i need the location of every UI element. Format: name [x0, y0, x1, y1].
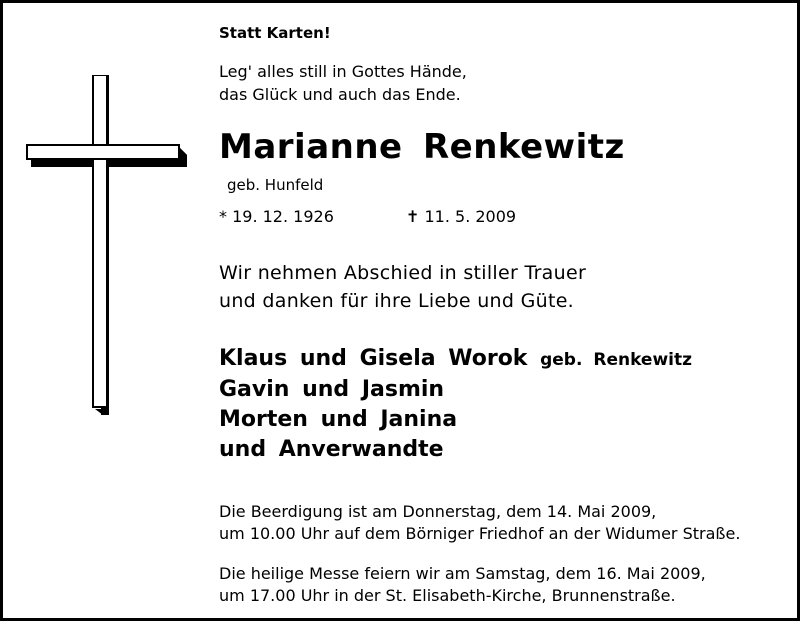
- mourning-line: Wir nehmen Abschied in stiller Trauer: [219, 262, 587, 284]
- family-line: [219, 344, 692, 375]
- death-date: ✝ 11. 5. 2009: [406, 207, 517, 226]
- notice-heading: Statt Karten!: [219, 24, 331, 42]
- family-geb: geb. Renkewitz: [540, 350, 693, 370]
- mass-line: Die heilige Messe feiern wir am Samstag, dem 16. Mai 2009,: [219, 564, 706, 583]
- mass-line: um 17.00 Uhr in der St. Elisabeth-Kirche, Brunnenstraße.: [219, 586, 676, 605]
- family-list: [219, 344, 692, 465]
- funeral-line: Die Beerdigung ist am Donnerstag, dem 14. Mai 2009,: [219, 502, 657, 521]
- funeral-line: um 10.00 Uhr auf dem Börniger Friedhof an der Widumer Straße.: [219, 524, 741, 543]
- life-dates: [219, 207, 517, 226]
- funeral-info: [219, 501, 740, 545]
- cross-icon: [25, 75, 187, 415]
- maiden-name: geb. Hunfeld: [227, 176, 324, 194]
- verse: [219, 60, 467, 106]
- mourning-text: [219, 259, 586, 315]
- family-name: Klaus und Gisela Worok: [219, 346, 528, 371]
- mourning-line: und danken für ihre Liebe und Güte.: [219, 290, 575, 312]
- verse-line: das Glück und auch das Ende.: [219, 85, 461, 104]
- family-line: und Anverwandte: [219, 437, 444, 462]
- mass-info: [219, 563, 706, 607]
- birth-date: * 19. 12. 1926: [219, 207, 334, 226]
- deceased-name: Marianne Renkewitz: [219, 127, 625, 167]
- verse-line: Leg' alles still in Gottes Hände,: [219, 62, 467, 81]
- family-line: Morten und Janina: [219, 407, 458, 432]
- family-line: Gavin und Jasmin: [219, 377, 445, 402]
